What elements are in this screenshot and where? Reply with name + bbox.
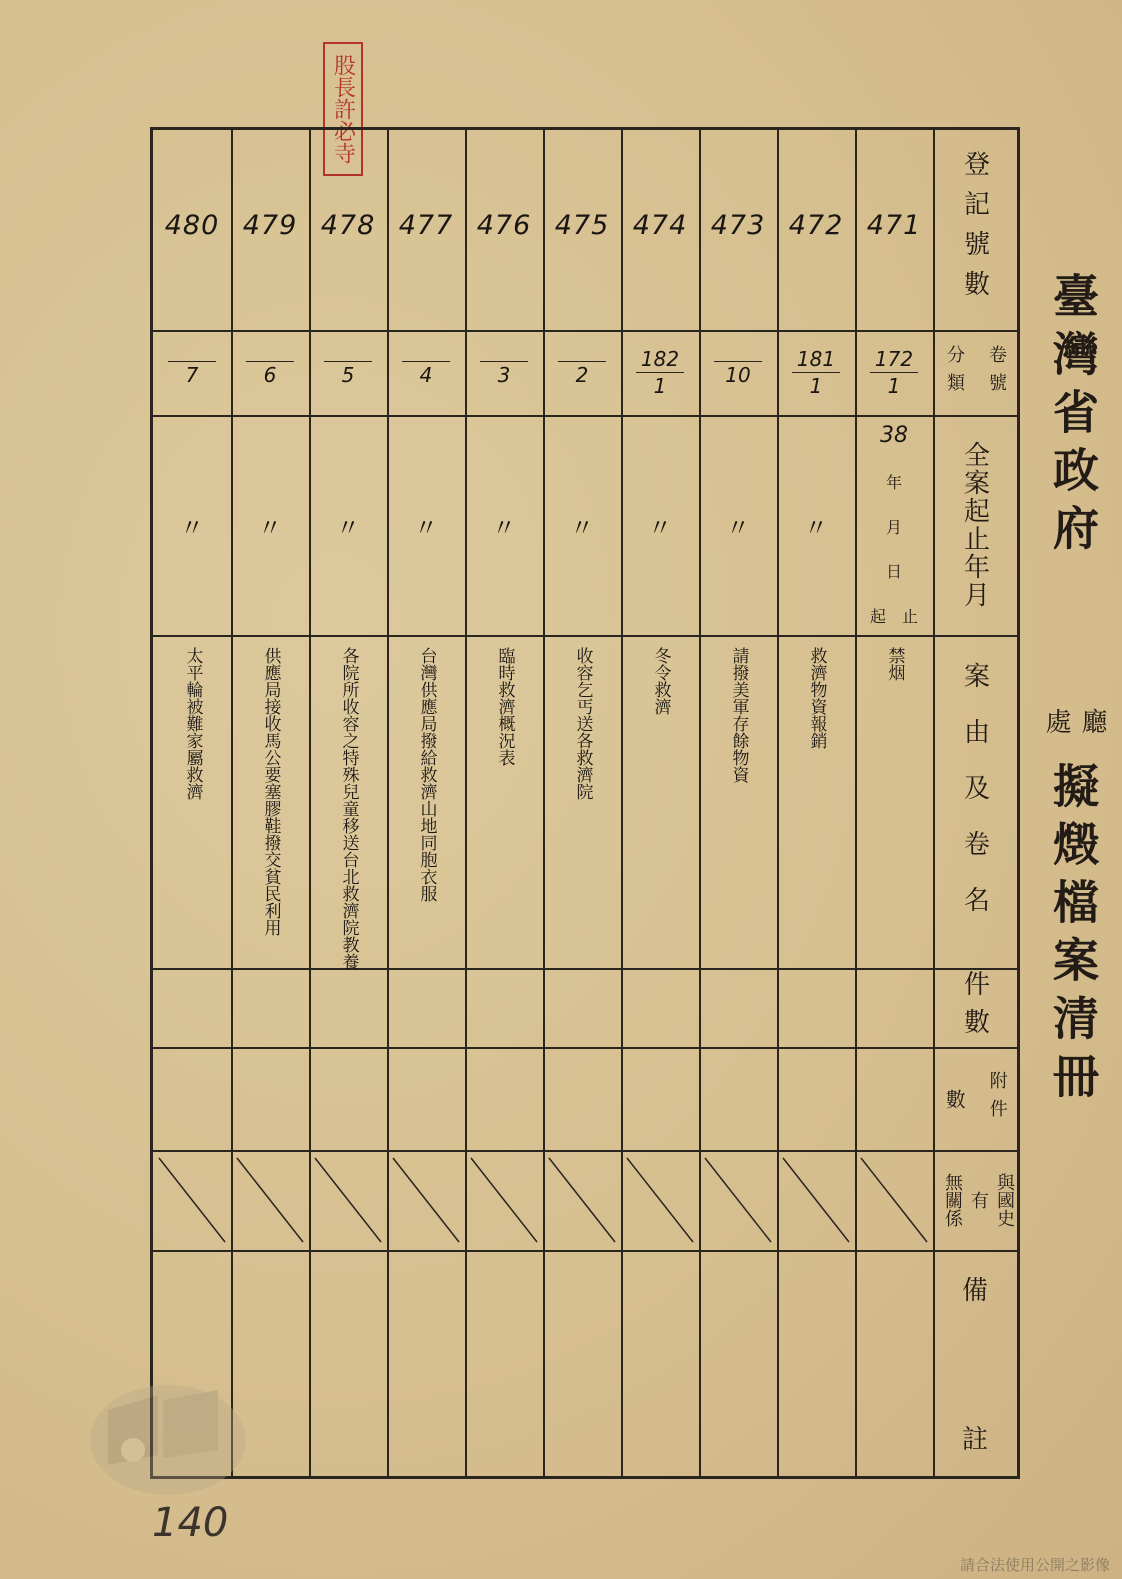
date-year-label: 年 [885,472,902,492]
archive-table [150,127,1020,1479]
header-date-text: 全案起止年月 [959,441,990,609]
diagonal-mark [705,1158,771,1242]
diagonal-mark [783,1158,849,1242]
case-cell [699,635,777,968]
fraction-bar [480,361,528,362]
fraction-bar [636,372,684,373]
fraction-bar [168,361,216,362]
diagonal-mark [627,1158,693,1242]
reg-no-value: 478 [320,210,376,241]
case-text: 冬令救濟 [650,647,671,715]
reg-no-cell [621,130,699,330]
fraction-bar [558,361,606,362]
header-attach-count-text: 數 [942,1088,967,1109]
classification-cell [777,330,855,415]
date-day-label: 日 [885,562,902,582]
classification-fraction [480,359,528,386]
date-end-label: 止 [902,607,919,626]
date-ditto-mark: 〃 [804,513,828,542]
date-cell [543,415,621,635]
header-date [933,415,1017,635]
classification-fraction [636,348,684,397]
date-cell [309,415,387,635]
case-cell [543,635,621,968]
reg-no-value: 473 [710,210,766,241]
classification-cell [855,330,933,415]
case-text: 救濟物資報銷 [806,647,827,749]
classification-cell [387,330,465,415]
date-ditto-mark: 〃 [726,513,750,542]
case-cell [231,635,309,968]
date-ditto-mark: 〃 [258,513,282,542]
reg-no-value: 476 [476,210,532,241]
classification-bottom: 1 [887,374,901,398]
stamp-text: 股長許必寺 [330,54,356,164]
classification-bottom: 7 [185,363,199,387]
diagonal-mark [237,1158,303,1242]
diagonal-mark [861,1158,927,1242]
date-ditto-mark: 〃 [336,513,360,542]
classification-cell [543,330,621,415]
case-text: 禁烟 [884,647,905,681]
classification-top: 181 [796,347,836,371]
classification-fraction [324,359,372,386]
classification-bottom: 6 [263,363,277,387]
copyright-watermark: 請合法使用公開之影像 [959,1556,1110,1574]
classification-bottom: 2 [575,363,589,387]
archive-logo-icon [88,1370,248,1500]
reg-no-cell [699,130,777,330]
sub-title: 擬燬檔案清冊 [1046,762,1100,1110]
header-count [933,968,1017,1047]
classification-fraction [558,359,606,386]
classification-bottom: 4 [419,363,433,387]
header-reg-no-text: 登記號數 [959,150,990,310]
date-start-end [870,604,918,627]
fraction-bar [246,361,294,362]
date-ditto-mark: 〃 [570,513,594,542]
classification-fraction [792,348,840,397]
date-cell [621,415,699,635]
main-title: 臺灣省政府 [1046,272,1100,562]
reg-no-value: 477 [398,210,454,241]
header-remark [933,1250,1017,1476]
classification-cell [465,330,543,415]
classification-fraction [246,359,294,386]
classification-cell [699,330,777,415]
page-number: 140 [152,1500,229,1546]
header-count-text: 件數 [959,969,990,1046]
fraction-bar [870,372,918,373]
reg-no-value: 474 [632,210,688,241]
date-ditto-mark: 〃 [414,513,438,542]
case-cell [621,635,699,968]
date-cell [699,415,777,635]
case-text: 台灣供應局撥給救濟山地同胞衣服 [416,647,437,902]
fraction-bar [792,372,840,373]
reg-no-cell [465,130,543,330]
diagonal-mark [393,1158,459,1242]
header-classification [933,330,1017,415]
diagonal-mark [315,1158,381,1242]
reg-no-cell [543,130,621,330]
case-cell [465,635,543,968]
classification-cell [231,330,309,415]
classification-bottom: 1 [653,374,667,398]
case-text: 各院所收容之特殊兒童移送台北救濟院教養 [338,647,359,970]
case-cell [777,635,855,968]
header-relation [933,1150,1017,1250]
classification-top: 182 [640,347,680,371]
header-case-text: 案由及卷名 [959,661,990,942]
classification-cell [153,330,231,415]
date-cell [231,415,309,635]
classification-fraction [714,359,762,386]
fraction-bar [324,361,372,362]
reg-no-cell [153,130,231,330]
header-cls-text: 分類 [944,344,965,401]
reg-no-cell [777,130,855,330]
header-case [933,635,1017,968]
classification-bottom: 10 [725,363,751,387]
case-text: 收容乞丐送各救濟院 [572,647,593,800]
classification-cell [621,330,699,415]
diagonal-mark [471,1158,537,1242]
reg-no-value: 472 [788,210,844,241]
case-text: 臨時救濟概況表 [494,647,515,766]
date-cell [777,415,855,635]
fraction-bar [402,361,450,362]
header-reg-no [933,130,1017,330]
diagonal-mark [159,1158,225,1242]
case-cell [855,635,933,968]
office-label-chu: 處 [1041,708,1071,734]
classification-bottom: 1 [809,374,823,398]
fraction-bar [714,361,762,362]
header-relation2-text: 有 [968,1191,989,1209]
date-start-label: 起 [869,607,886,626]
header-relation3-text: 與國史 [994,1173,1015,1227]
reg-no-cell [855,130,933,330]
case-cell [309,635,387,968]
reg-no-value: 479 [242,210,298,241]
header-relation1-text: 無關係 [942,1173,963,1227]
date-cell [465,415,543,635]
date-cell [387,415,465,635]
classification-fraction [402,359,450,386]
classification-bottom: 3 [497,363,511,387]
case-cell [153,635,231,968]
diagonal-mark [549,1158,615,1242]
date-ditto-mark: 〃 [648,513,672,542]
case-text: 請撥美軍存餘物資 [728,647,749,783]
classification-bottom: 5 [341,363,355,387]
classification-cell [309,330,387,415]
classification-fraction [168,359,216,386]
reg-no-cell [309,130,387,330]
case-text: 供應局接收馬公要塞膠鞋撥交貧民利用 [260,647,281,936]
date-ditto-mark: 〃 [180,513,204,542]
date-year-value: 38 [880,423,908,448]
header-vol-no-text: 卷號 [986,344,1007,401]
case-text: 太平輪被難家屬救濟 [182,647,203,800]
reg-no-value: 475 [554,210,610,241]
date-cell [153,415,231,635]
classification-top: 172 [874,347,914,371]
header-remark1-text: 備 [961,1276,988,1306]
case-cell [387,635,465,968]
classification-fraction [870,348,918,397]
header-remark2-text: 註 [961,1425,988,1455]
date-month-label: 月 [885,517,902,537]
header-attachment [933,1047,1017,1150]
header-attach-text: 附件 [986,1070,1008,1127]
office-label-ting: 廳 [1077,708,1107,734]
date-ditto-mark: 〃 [492,513,516,542]
reg-no-value: 480 [164,210,220,241]
reg-no-cell [387,130,465,330]
reg-no-value: 471 [866,210,922,241]
date-cell [855,415,933,635]
reg-no-cell [231,130,309,330]
